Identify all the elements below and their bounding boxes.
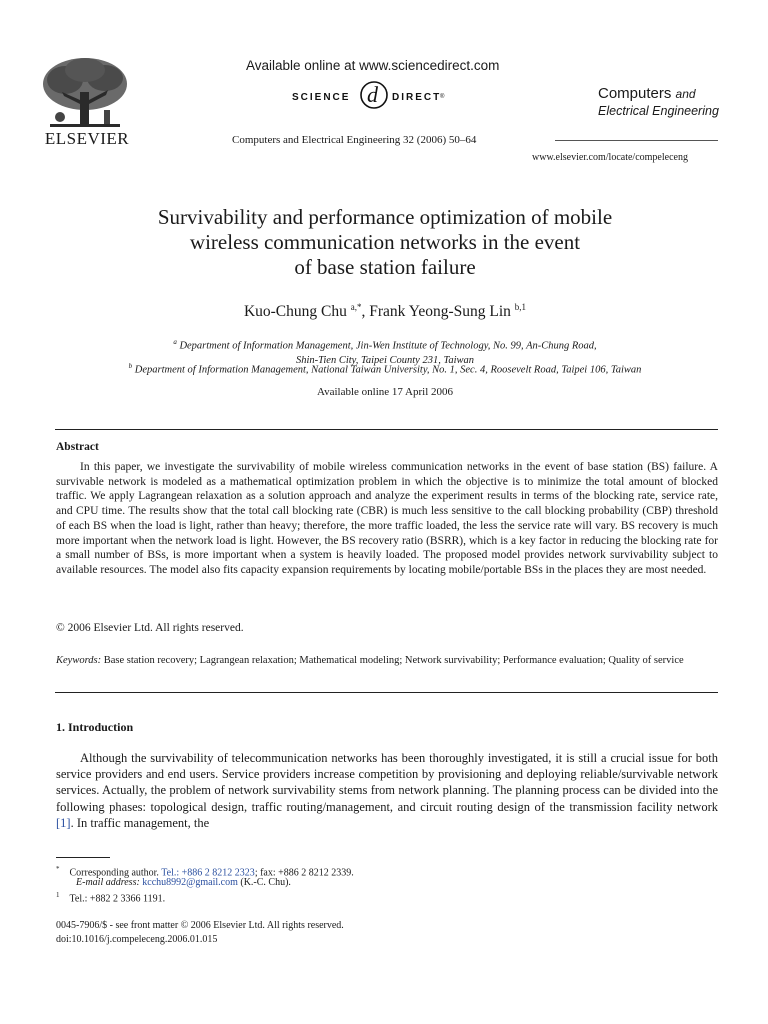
title-line-3: of base station failure bbox=[294, 255, 476, 279]
footnote-1-label: Corresponding author. bbox=[69, 867, 159, 879]
journal-brand-line1 bbox=[598, 85, 696, 102]
svg-text:DIRECT: DIRECT bbox=[392, 92, 442, 103]
footnote-2-label: E-mail address: bbox=[76, 877, 140, 888]
footnote-3-mark: 1 bbox=[56, 891, 60, 899]
affil-b-text: Department of Information Management, National Taiwan University, No. 1, Sec. 4, Roosevelt Road, Taipei 106, Taiwan bbox=[134, 364, 642, 376]
author-2-affil-mark[interactable]: b,1 bbox=[514, 302, 527, 312]
journal-brand-line2: Electrical Engineering bbox=[598, 104, 719, 118]
section-heading-introduction: 1. Introduction bbox=[56, 720, 134, 734]
abstract-paragraph: In this paper, we investigate the survivability of mobile wireless communication networks in the event of base station (BS) failure. A survivable network is modeled as a mathematical optimization problem in which the objective is to minimize the total amount of blocked traffic. We apply Lagrangean relaxation as a solution approach and analyze the experiment results in terms of the blocking rate, service rate, and CPU time. The results show that the total call blocking rate (CBR) is much less sensitive to the call blocking probability (CBP) threshold of each BS when the load is light, rather than heavy; therefore, the more traffic loaded, the less the service rate will vary. BS recovery is much more important when the network load is light. However, the BS recovery ratio (BSRR), which is a key factor in reducing the blocking rate for a small number of BSs, is more important when a system is heavily loaded. The proposed model provides network survivability subject to available resources. The model also fits capacity expansion requirements by locating mobile/portable BSs in the places they are most needed. bbox=[56, 461, 718, 576]
footnote-2-name: (K.-C. Chu). bbox=[237, 877, 291, 888]
abstract-top-rule bbox=[55, 429, 718, 430]
svg-text:SCIENCE: SCIENCE bbox=[292, 92, 351, 103]
journal-homepage-link[interactable]: www.elsevier.com/locate/compeleceng bbox=[532, 152, 688, 163]
publisher-name: ELSEVIER bbox=[44, 129, 130, 148]
intro-text-tail: . In traffic management, the bbox=[70, 815, 210, 830]
copyright-notice: © 2006 Elsevier Ltd. All rights reserved. bbox=[56, 622, 244, 634]
available-online-banner[interactable]: Available online at www.sciencedirect.com bbox=[246, 58, 500, 73]
available-online-date: Available online 17 April 2006 bbox=[316, 386, 454, 398]
footnote-email bbox=[56, 876, 291, 889]
author-separator: , bbox=[361, 303, 370, 321]
footnote-rule bbox=[56, 857, 110, 858]
footnote-1-mark: * bbox=[56, 865, 60, 873]
abstract-heading: Abstract bbox=[56, 441, 99, 453]
journal-reference: Computers and Electrical Engineering 32 (2006) 50–64 bbox=[232, 134, 477, 146]
email-link[interactable]: kcchu8992@gmail.com bbox=[142, 877, 238, 888]
affil-a-mark: a bbox=[173, 338, 177, 346]
intro-paragraph bbox=[56, 750, 718, 831]
affiliation-b bbox=[80, 362, 690, 376]
author-1-name: Kuo-Chung Chu bbox=[243, 303, 347, 321]
affil-b-mark: b bbox=[128, 362, 133, 370]
citation-link-1[interactable]: [1] bbox=[56, 815, 71, 830]
author-2-name: Frank Yeong-Sung Lin bbox=[369, 303, 511, 321]
keywords bbox=[56, 653, 718, 668]
front-matter-notice: 0045-7906/$ - see front matter © 2006 Elsevier Ltd. All rights reserved. bbox=[56, 920, 344, 931]
title-line-2: wireless communication networks in the event bbox=[189, 230, 581, 254]
brand-divider bbox=[555, 140, 718, 141]
brand-computers: Computers bbox=[598, 85, 672, 102]
svg-text:d: d bbox=[367, 82, 378, 107]
svg-text:®: ® bbox=[440, 94, 445, 100]
keywords-text: Base station recovery; Lagrangean relaxation; Mathematical modeling; Network survivability; Performance evaluation; Quality of service bbox=[103, 655, 684, 666]
footnote-1-fax: ; fax: +886 2 8212 2339. bbox=[254, 867, 354, 879]
intro-text: Although the survivability of telecommunication networks has been thoroughly investigated, it is still a crucial issue for both service providers and end users. Service providers increase competition by provisioning and deploying reliable/survivable network services. Actually, the problem of network survivability stems from network planning. The planning process can be divided into the following phases: topological design, traffic routing/management, and circuit routing design of the transmission facility network bbox=[56, 751, 718, 814]
author-list bbox=[90, 302, 680, 321]
affil-a-line-2: Shin-Tien City, Taipei County 231, Taiwan bbox=[295, 354, 475, 366]
footnote-author-2 bbox=[56, 889, 165, 905]
doi[interactable]: doi:10.1016/j.compeleceng.2006.01.015 bbox=[56, 934, 218, 945]
affil-a-line-1: Department of Information Management, Jin-Wen Institute of Technology, No. 99, An-Chung Road, bbox=[179, 340, 597, 352]
brand-and: and bbox=[675, 87, 696, 101]
footnote-1-tel-link[interactable]: Tel.: +886 2 8212 2323 bbox=[161, 867, 255, 879]
author-1-affil-mark[interactable]: a,* bbox=[350, 302, 362, 312]
abstract-body bbox=[56, 460, 718, 578]
article-title bbox=[90, 205, 680, 280]
abstract-bottom-rule bbox=[55, 692, 718, 693]
footnote-3-text: Tel.: +882 2 3366 1191. bbox=[69, 893, 166, 905]
keywords-label: Keywords: bbox=[56, 655, 102, 666]
introduction-body bbox=[56, 750, 718, 831]
title-line-1: Survivability and performance optimization of mobile bbox=[157, 205, 613, 229]
sciencedirect-logo[interactable] bbox=[290, 78, 460, 112]
